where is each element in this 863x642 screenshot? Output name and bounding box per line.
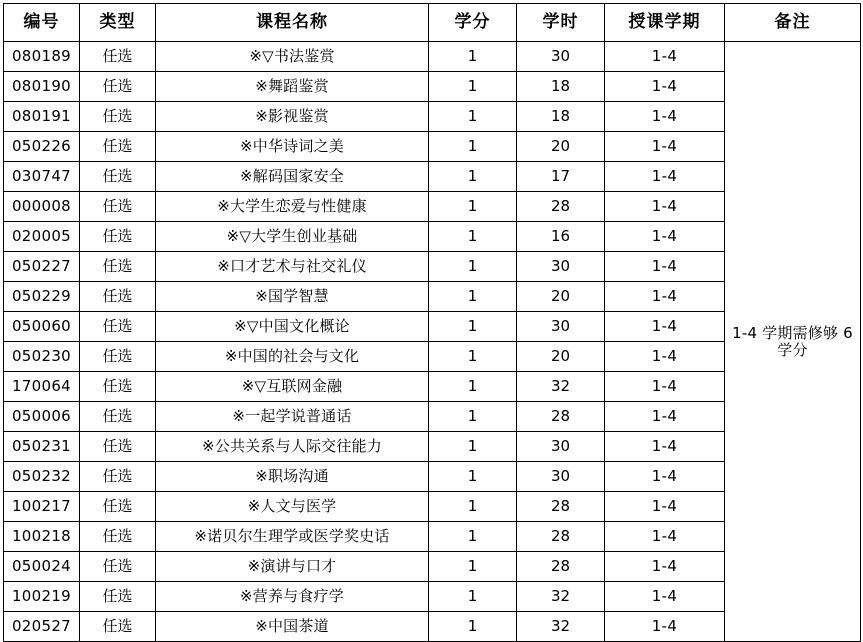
cell-credit: 1 [429, 252, 517, 282]
cell-hours: 30 [517, 432, 605, 462]
cell-hours: 17 [517, 162, 605, 192]
cell-hours: 16 [517, 222, 605, 252]
cell-code: 050231 [4, 432, 80, 462]
cell-type: 任选 [80, 132, 156, 162]
cell-code: 030747 [4, 162, 80, 192]
cell-term: 1-4 [605, 342, 725, 372]
cell-code: 170064 [4, 372, 80, 402]
cell-credit: 1 [429, 492, 517, 522]
cell-course-name: ※▽中国文化概论 [156, 312, 429, 342]
cell-type: 任选 [80, 222, 156, 252]
cell-type: 任选 [80, 402, 156, 432]
cell-code: 050229 [4, 282, 80, 312]
cell-hours: 18 [517, 102, 605, 132]
cell-hours: 20 [517, 342, 605, 372]
course-table [3, 3, 861, 642]
column-header-hours: 学时 [517, 4, 605, 42]
cell-credit: 1 [429, 72, 517, 102]
table-row [4, 42, 861, 72]
cell-course-name: ※国学智慧 [156, 282, 429, 312]
cell-hours: 20 [517, 132, 605, 162]
cell-term: 1-4 [605, 42, 725, 72]
cell-course-name: ※▽大学生创业基础 [156, 222, 429, 252]
cell-hours: 28 [517, 192, 605, 222]
cell-course-name: ※▽书法鉴赏 [156, 42, 429, 72]
cell-term: 1-4 [605, 492, 725, 522]
cell-course-name: ※舞蹈鉴赏 [156, 72, 429, 102]
cell-course-name: ※▽互联网金融 [156, 372, 429, 402]
cell-type: 任选 [80, 252, 156, 282]
cell-credit: 1 [429, 312, 517, 342]
cell-credit: 1 [429, 282, 517, 312]
cell-hours: 30 [517, 312, 605, 342]
cell-code: 080189 [4, 42, 80, 72]
cell-term: 1-4 [605, 552, 725, 582]
cell-type: 任选 [80, 582, 156, 612]
cell-course-name: ※中国茶道 [156, 612, 429, 642]
cell-course-name: ※中国的社会与文化 [156, 342, 429, 372]
cell-code: 100217 [4, 492, 80, 522]
cell-type: 任选 [80, 72, 156, 102]
table-header-row [4, 4, 861, 42]
cell-code: 100218 [4, 522, 80, 552]
column-header-code: 编号 [4, 4, 80, 42]
cell-course-name: ※口才艺术与社交礼仪 [156, 252, 429, 282]
cell-term: 1-4 [605, 522, 725, 552]
cell-code: 050006 [4, 402, 80, 432]
column-header-name: 课程名称 [156, 4, 429, 42]
column-header-credit: 学分 [429, 4, 517, 42]
cell-credit: 1 [429, 462, 517, 492]
cell-hours: 28 [517, 522, 605, 552]
cell-type: 任选 [80, 462, 156, 492]
cell-hours: 30 [517, 42, 605, 72]
cell-term: 1-4 [605, 252, 725, 282]
cell-credit: 1 [429, 402, 517, 432]
cell-type: 任选 [80, 42, 156, 72]
cell-course-name: ※营养与食疗学 [156, 582, 429, 612]
cell-credit: 1 [429, 42, 517, 72]
cell-course-name: ※演讲与口才 [156, 552, 429, 582]
cell-course-name: ※诺贝尔生理学或医学奖史话 [156, 522, 429, 552]
column-header-remark: 备注 [725, 4, 861, 42]
cell-type: 任选 [80, 342, 156, 372]
cell-code: 000008 [4, 192, 80, 222]
cell-term: 1-4 [605, 462, 725, 492]
cell-credit: 1 [429, 612, 517, 642]
cell-course-name: ※大学生恋爱与性健康 [156, 192, 429, 222]
cell-code: 050024 [4, 552, 80, 582]
cell-term: 1-4 [605, 282, 725, 312]
cell-term: 1-4 [605, 432, 725, 462]
cell-credit: 1 [429, 432, 517, 462]
table-header [4, 4, 861, 42]
cell-hours: 30 [517, 462, 605, 492]
cell-code: 020527 [4, 612, 80, 642]
cell-credit: 1 [429, 342, 517, 372]
cell-remark: 1-4 学期需修够 6 学分 [725, 42, 861, 642]
column-header-term: 授课学期 [605, 4, 725, 42]
cell-hours: 18 [517, 72, 605, 102]
cell-credit: 1 [429, 522, 517, 552]
cell-course-name: ※中华诗词之美 [156, 132, 429, 162]
column-header-type: 类型 [80, 4, 156, 42]
cell-code: 100219 [4, 582, 80, 612]
cell-credit: 1 [429, 552, 517, 582]
cell-course-name: ※解码国家安全 [156, 162, 429, 192]
cell-type: 任选 [80, 612, 156, 642]
cell-term: 1-4 [605, 402, 725, 432]
cell-hours: 28 [517, 552, 605, 582]
cell-code: 050230 [4, 342, 80, 372]
cell-term: 1-4 [605, 192, 725, 222]
cell-credit: 1 [429, 162, 517, 192]
cell-hours: 32 [517, 372, 605, 402]
cell-hours: 30 [517, 252, 605, 282]
cell-code: 050232 [4, 462, 80, 492]
cell-type: 任选 [80, 282, 156, 312]
cell-type: 任选 [80, 162, 156, 192]
cell-term: 1-4 [605, 222, 725, 252]
cell-term: 1-4 [605, 72, 725, 102]
cell-term: 1-4 [605, 582, 725, 612]
cell-course-name: ※公共关系与人际交往能力 [156, 432, 429, 462]
cell-type: 任选 [80, 492, 156, 522]
table-body [4, 42, 861, 642]
cell-term: 1-4 [605, 612, 725, 642]
cell-code: 050226 [4, 132, 80, 162]
cell-hours: 28 [517, 402, 605, 432]
cell-hours: 28 [517, 492, 605, 522]
cell-course-name: ※人文与医学 [156, 492, 429, 522]
cell-type: 任选 [80, 192, 156, 222]
cell-type: 任选 [80, 312, 156, 342]
cell-credit: 1 [429, 102, 517, 132]
cell-code: 020005 [4, 222, 80, 252]
cell-type: 任选 [80, 432, 156, 462]
cell-code: 080190 [4, 72, 80, 102]
cell-term: 1-4 [605, 132, 725, 162]
cell-term: 1-4 [605, 162, 725, 192]
cell-credit: 1 [429, 132, 517, 162]
cell-type: 任选 [80, 522, 156, 552]
cell-hours: 20 [517, 282, 605, 312]
cell-hours: 32 [517, 582, 605, 612]
cell-term: 1-4 [605, 372, 725, 402]
cell-course-name: ※影视鉴赏 [156, 102, 429, 132]
cell-credit: 1 [429, 222, 517, 252]
cell-credit: 1 [429, 582, 517, 612]
cell-code: 050060 [4, 312, 80, 342]
cell-type: 任选 [80, 102, 156, 132]
cell-code: 080191 [4, 102, 80, 132]
cell-type: 任选 [80, 552, 156, 582]
cell-term: 1-4 [605, 312, 725, 342]
cell-course-name: ※一起学说普通话 [156, 402, 429, 432]
cell-code: 050227 [4, 252, 80, 282]
cell-course-name: ※职场沟通 [156, 462, 429, 492]
cell-credit: 1 [429, 372, 517, 402]
cell-term: 1-4 [605, 102, 725, 132]
cell-hours: 32 [517, 612, 605, 642]
cell-credit: 1 [429, 192, 517, 222]
cell-type: 任选 [80, 372, 156, 402]
